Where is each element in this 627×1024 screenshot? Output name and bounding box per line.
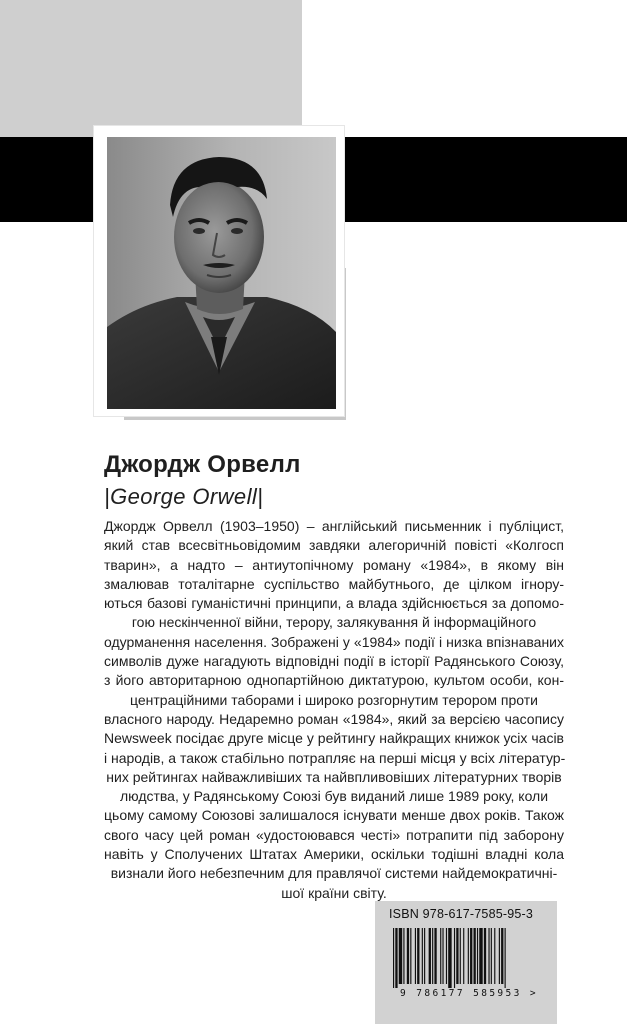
barcode-bar bbox=[479, 928, 482, 984]
barcode bbox=[393, 928, 545, 988]
bio-line: них рейтингах найважливіших та найвпливовіших літературних творів bbox=[106, 768, 562, 785]
bio-line: ються базові гуманістичні принципи, а влада здійснюється за допомо- bbox=[104, 595, 564, 612]
barcode-bar bbox=[463, 928, 464, 984]
bio-line: одурманення населення. Зображені у «1984» події і низка впізнаваних bbox=[104, 633, 564, 650]
bio-line: змалював тоталітарне суспільство майбутнього, де цілком ігнору- bbox=[104, 575, 564, 592]
barcode-bar bbox=[429, 928, 431, 984]
barcode-bar bbox=[440, 928, 441, 984]
barcode-bar bbox=[448, 928, 451, 988]
barcode-bar bbox=[442, 928, 443, 984]
barcode-bar bbox=[477, 928, 478, 984]
barcode-bar bbox=[456, 928, 458, 984]
bio-line: центраційними таборами і широко розгорнутим терором проти bbox=[130, 691, 538, 708]
bio-line: шої країни світу. bbox=[281, 884, 387, 901]
bio-line: і народів, а також стабільно потрапляє на перші місця у всіх літератур- bbox=[104, 749, 566, 766]
barcode-bar bbox=[460, 928, 461, 984]
barcode-bar bbox=[484, 928, 486, 984]
barcode-digits: 9 786177 585953 > bbox=[400, 988, 539, 999]
barcode-bar bbox=[395, 928, 397, 988]
barcode-bar bbox=[454, 928, 455, 988]
barcode-bar bbox=[432, 928, 433, 984]
barcode-bar bbox=[474, 928, 476, 984]
barcode-bar bbox=[501, 928, 503, 984]
author-latin-name: |George Orwell| bbox=[104, 484, 264, 509]
bio-line: свого часу цей роман «удостоювався честі» потрапити під заборону bbox=[104, 826, 564, 843]
barcode-bar bbox=[446, 928, 447, 984]
bio-line: з його авторитарною однопартійною диктатурою, культом особи, кон- bbox=[104, 672, 564, 689]
bio-line: символів дуже нагадують відповідні події в історії Радянського Союзу, bbox=[104, 653, 564, 670]
barcode-bar bbox=[494, 928, 495, 984]
barcode-bar bbox=[407, 928, 409, 984]
author-biography bbox=[104, 517, 564, 903]
barcode-bar bbox=[470, 928, 472, 984]
bio-line: тварин», а надто – антиутопічному роману «1984», в якому він bbox=[104, 556, 564, 573]
barcode-bar bbox=[422, 928, 423, 984]
barcode-bar bbox=[505, 928, 506, 988]
barcode-bar bbox=[468, 928, 469, 984]
bio-line: визнали його небезпечним для правлячої системи найдемократичні- bbox=[110, 865, 558, 882]
author-name: Джордж Орвелл bbox=[104, 451, 301, 478]
author-portrait bbox=[107, 137, 336, 409]
barcode-bar bbox=[410, 928, 411, 984]
bio-line: цьому самому Союзові залишалося існувати менше двох років. Також bbox=[104, 807, 564, 824]
barcode-bar bbox=[403, 928, 404, 984]
isbn-label: ISBN 978-617-7585-95-3 bbox=[389, 907, 534, 921]
bio-line: гою нескінченної війни, терору, залякування й інформаційного bbox=[131, 614, 537, 631]
barcode-bar bbox=[499, 928, 500, 984]
barcode-bar bbox=[399, 928, 402, 984]
bio-line: власного народу. Недаремно роман «1984», який за версією часопису bbox=[104, 710, 564, 727]
barcode-bar bbox=[415, 928, 416, 984]
barcode-bar bbox=[434, 928, 436, 984]
bio-line: Джордж Орвелл (1903–1950) – англійський письменник і публіцист, bbox=[104, 518, 564, 534]
gray-corner-block bbox=[0, 0, 302, 137]
bio-line: який став всесвітньовідомим завдяки алегоричній повісті «Колгосп bbox=[104, 537, 564, 554]
barcode-bar bbox=[491, 928, 492, 984]
barcode-bar bbox=[417, 928, 419, 984]
barcode-bar bbox=[488, 928, 489, 984]
bio-line: навіть у Сполучених Штатах Америки, оскільки тодішні владні кола bbox=[104, 846, 564, 863]
barcode-bar bbox=[424, 928, 425, 984]
bio-line: людства, у Радянському Союзі був виданий лише 1989 року, коли bbox=[119, 788, 549, 805]
bio-line: Newsweek посідає друге місце у рейтингу найкращих книжок усіх часів bbox=[104, 730, 564, 747]
barcode-bar bbox=[393, 928, 394, 988]
